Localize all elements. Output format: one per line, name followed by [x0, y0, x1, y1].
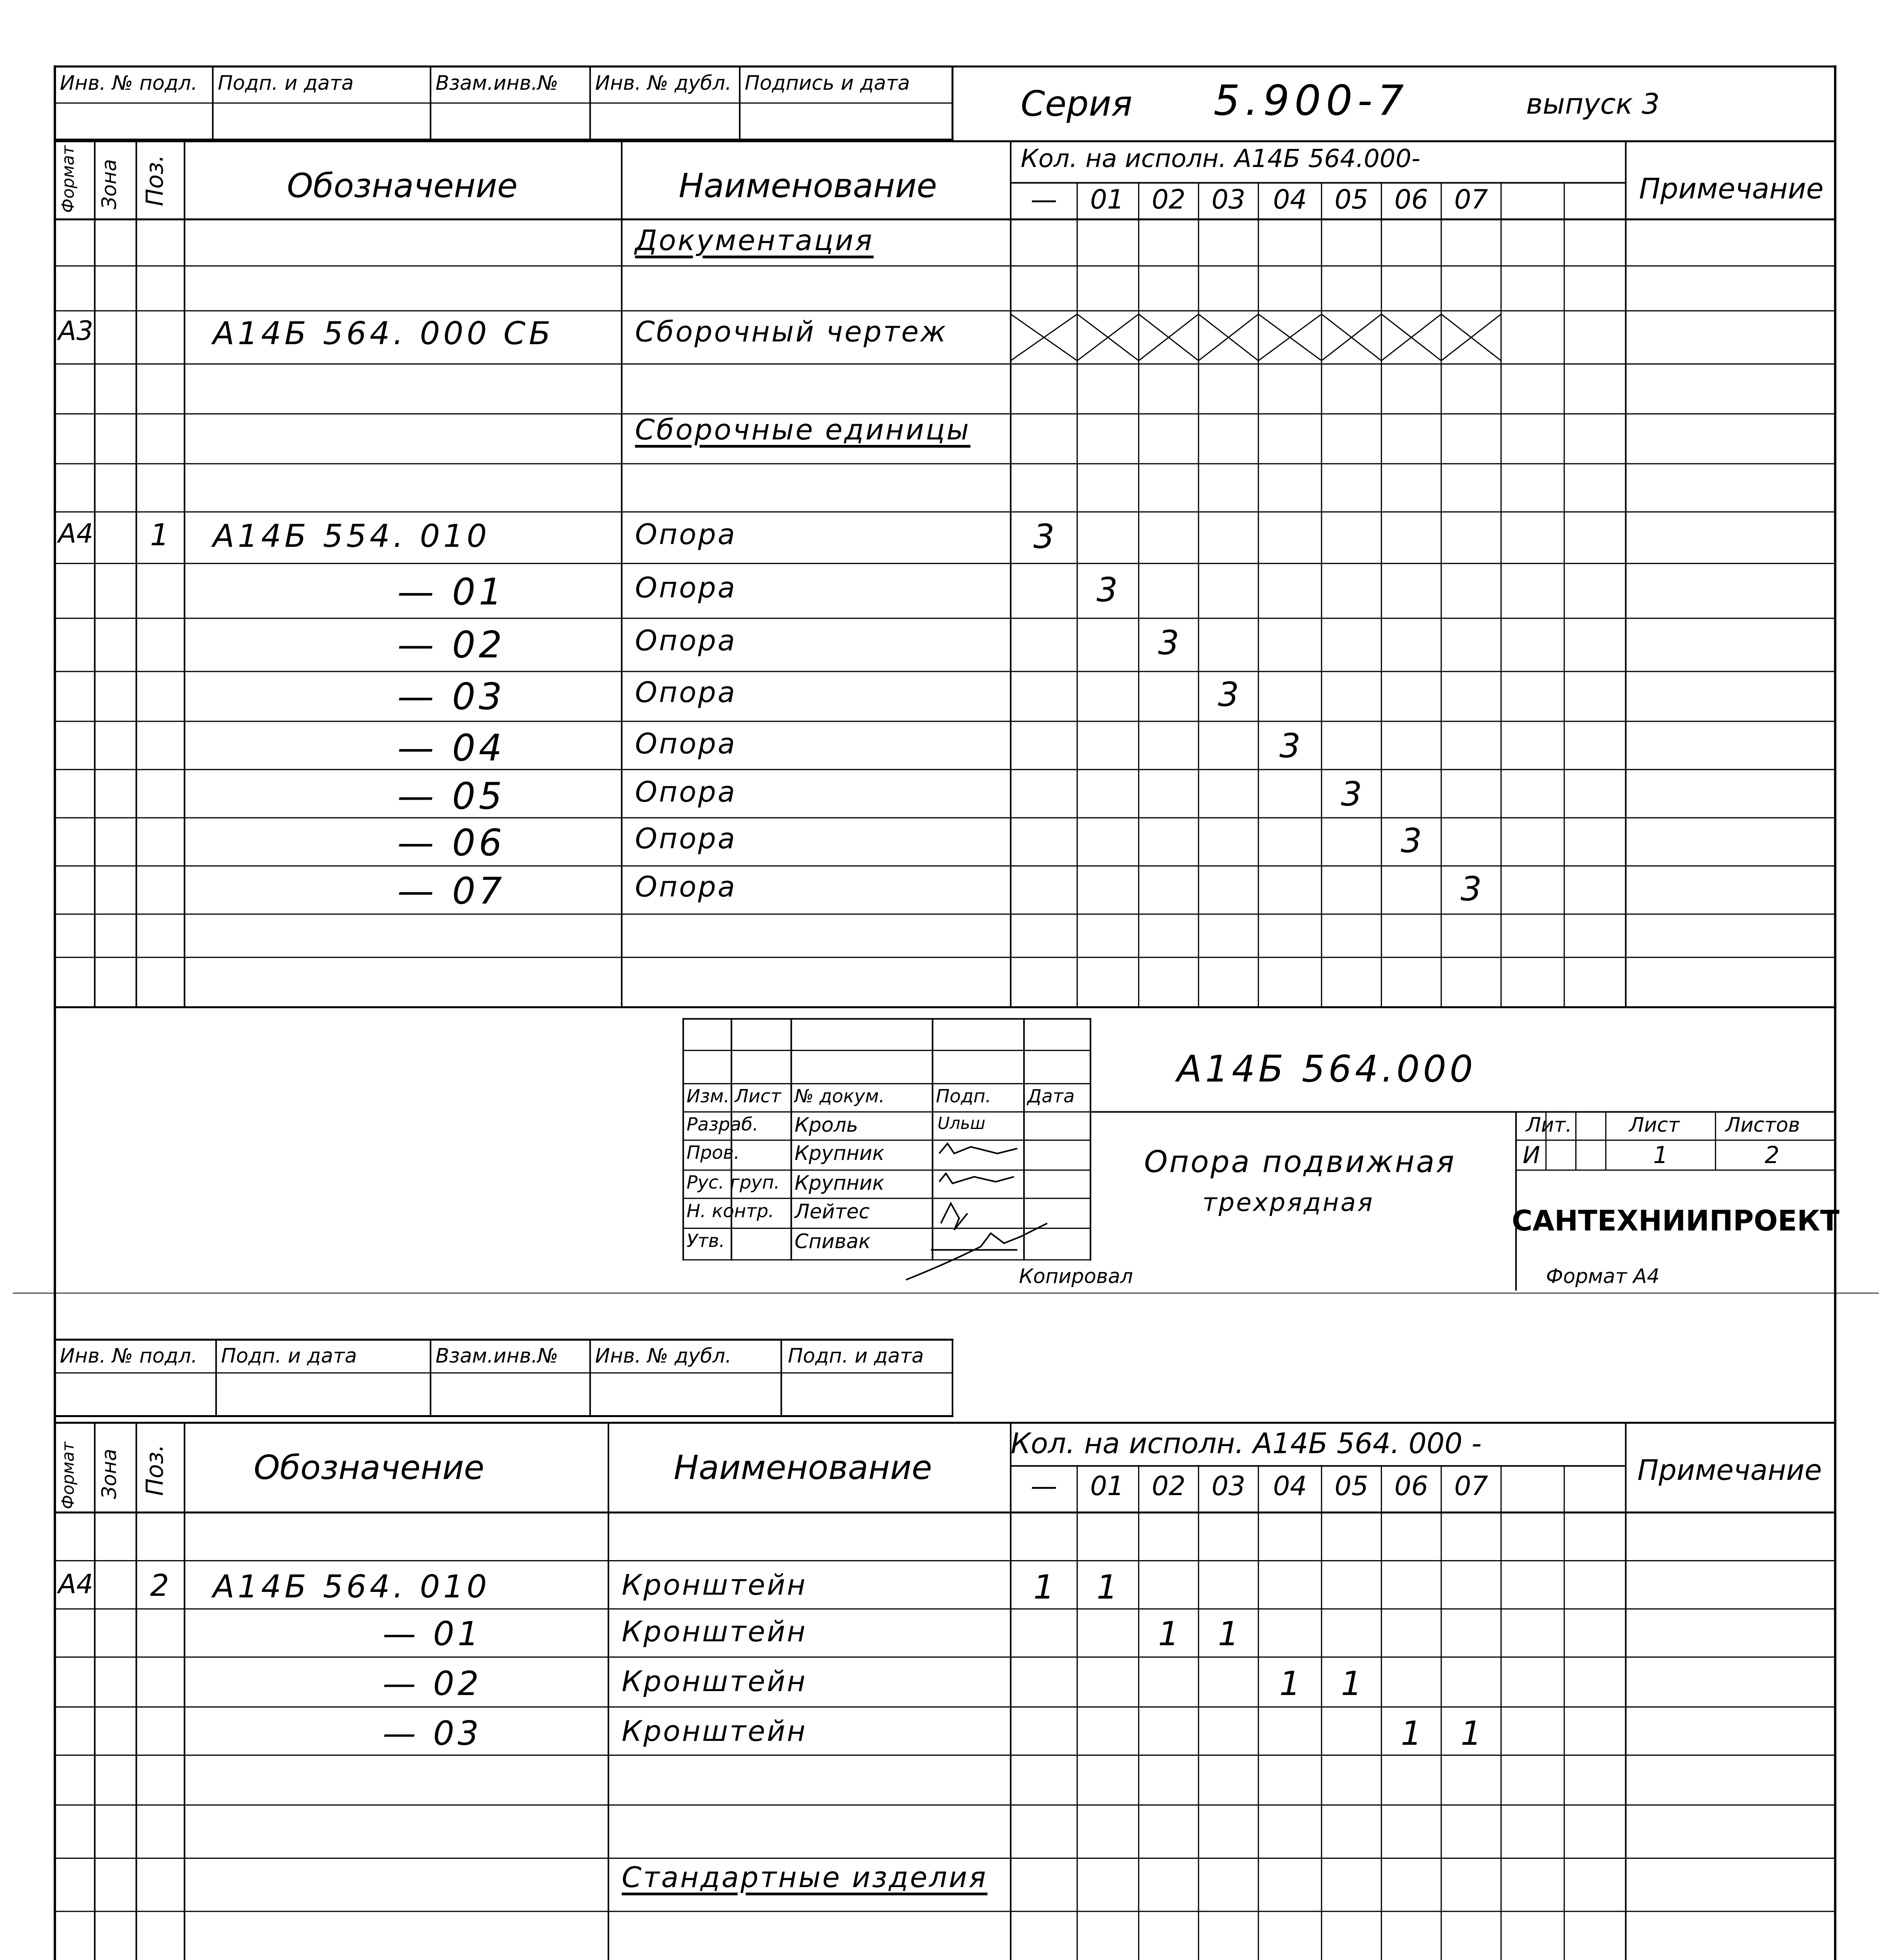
qty-cell: 1: [1341, 1664, 1362, 1703]
designation-cell: — 03: [397, 675, 505, 718]
pos-cell: 2: [150, 1568, 169, 1603]
header-name: Наименование: [679, 166, 937, 205]
stamp-sheet-label: Лист: [1629, 1113, 1680, 1137]
stamp-role: Н. контр.: [686, 1200, 774, 1221]
header-note: Примечание: [1637, 1454, 1822, 1487]
stamp-sheet-value: 1: [1653, 1142, 1668, 1169]
name-cell: Опора: [635, 675, 737, 709]
designation-cell: — 06: [397, 821, 505, 864]
perm-label: Подп. и дата: [221, 1344, 357, 1368]
variant-col-4: 04: [1273, 183, 1307, 215]
copied-label: Копировал: [1019, 1264, 1133, 1288]
name-cell: Опора: [635, 571, 737, 604]
perm-label: Инв. № дубл.: [595, 71, 732, 94]
stamp-role: Утв.: [686, 1230, 725, 1251]
stamp-sheets-value: 2: [1764, 1142, 1780, 1169]
header-designation: Обозначение: [254, 1448, 485, 1487]
stamp-lit-label: Лит.: [1526, 1113, 1572, 1137]
variant-col-2: 02: [1151, 183, 1186, 215]
stamp-role: Разраб.: [686, 1114, 759, 1135]
variant-col-7: 07: [1454, 183, 1488, 215]
designation-cell: — 03: [383, 1713, 482, 1753]
designation-cell: А14Б 564. 000 СБ: [212, 314, 554, 352]
variant-col-6: 06: [1394, 1470, 1428, 1501]
designation-cell: — 05: [397, 775, 505, 818]
perm-label: Взам.инв.№: [435, 71, 558, 94]
variant-col-3: 03: [1211, 183, 1246, 215]
perm-label: Инв. № дубл.: [595, 1344, 732, 1368]
header-pos: Поз.: [141, 1444, 168, 1496]
section-heading: Документация: [635, 223, 874, 257]
stamp-sheets-label: Листов: [1725, 1113, 1800, 1137]
name-cell: Кронштейн: [621, 1568, 807, 1601]
variant-col-3: 03: [1211, 1470, 1246, 1501]
variant-col-5: 05: [1334, 183, 1369, 215]
stamp-role: Рус. груп.: [686, 1172, 780, 1193]
variant-col-0: —: [1030, 183, 1057, 215]
designation-cell: — 02: [397, 623, 505, 666]
section-heading: Сборочные единицы: [635, 413, 971, 446]
stamp-title: Опора подвижная: [1144, 1144, 1456, 1179]
variant-col-1: 01: [1090, 183, 1124, 215]
format-cell: А4: [58, 518, 93, 549]
series-value: 5.900-7: [1213, 76, 1409, 125]
stamp-title-2: трехрядная: [1202, 1187, 1374, 1217]
designation-cell: — 07: [397, 869, 505, 912]
stamp-header: Дата: [1027, 1085, 1075, 1107]
qty-cell: 1: [1400, 1713, 1422, 1753]
qty-cell: 1: [1158, 1614, 1179, 1653]
signature-scribble: [939, 1173, 1014, 1183]
stamp-name: Крупник: [794, 1142, 884, 1165]
variant-col-5: 05: [1334, 1470, 1369, 1501]
variant-col-1: 01: [1090, 1470, 1124, 1501]
header-zone: Зона: [98, 159, 121, 210]
designation-cell: А14Б 564. 010: [212, 1568, 490, 1605]
qty-cell: 3: [1158, 623, 1179, 662]
stamp-header: № докум.: [794, 1085, 885, 1107]
stamp-role: Пров.: [686, 1142, 740, 1163]
header-name: Наименование: [674, 1448, 932, 1487]
stamp-doc-number: А14Б 564.000: [1177, 1047, 1476, 1090]
qty-cell: 3: [1341, 775, 1362, 814]
variant-col-4: 04: [1273, 1470, 1307, 1501]
stamp-name: Кроль: [794, 1113, 858, 1137]
designation-cell: — 04: [397, 726, 505, 769]
header-qty: Кол. на исполн. А14Б 564.000-: [1021, 144, 1420, 173]
name-cell: Кронштейн: [621, 1714, 807, 1748]
qty-cell: 3: [1279, 726, 1301, 766]
stamp-name: Спивак: [794, 1229, 871, 1253]
variant-col-2: 02: [1151, 1470, 1186, 1501]
qty-cell: 3: [1460, 869, 1482, 908]
name-cell: Опора: [635, 518, 737, 551]
perm-label: Подп. и дата: [218, 71, 354, 94]
name-cell: Кронштейн: [621, 1615, 807, 1648]
header-format: Формат: [58, 145, 78, 213]
series-label: Серия: [1021, 83, 1133, 124]
designation-cell: А14Б 554. 010: [212, 517, 490, 555]
qty-cell: 1: [1460, 1713, 1482, 1753]
stamp-name: Крупник: [794, 1171, 884, 1195]
perm-label: Инв. № подл.: [60, 1344, 198, 1368]
organization: САНТЕХНИИПРОЕКТ: [1512, 1204, 1840, 1238]
header-designation: Обозначение: [287, 166, 518, 205]
perm-label: Инв. № подл.: [60, 71, 198, 94]
header-note: Примечание: [1639, 172, 1824, 205]
name-cell: Опора: [635, 822, 737, 855]
qty-cell: 1: [1033, 1567, 1055, 1606]
name-cell: Опора: [635, 870, 737, 903]
qty-cell: 3: [1400, 821, 1422, 860]
perm-label: Подпись и дата: [745, 71, 910, 94]
qty-cell: 1: [1279, 1664, 1301, 1703]
perm-label: Подп. и дата: [788, 1344, 924, 1368]
format-cell: А3: [58, 315, 93, 346]
header-pos: Поз.: [141, 154, 168, 206]
signature-scribble: [939, 1143, 1017, 1153]
name-cell: Сборочный чертеж: [635, 315, 948, 348]
header-format: Формат: [58, 1441, 78, 1509]
designation-cell: — 01: [397, 570, 505, 613]
header-zone: Зона: [98, 1449, 121, 1499]
qty-cell: 3: [1096, 570, 1118, 609]
qty-cell: 1: [1218, 1614, 1239, 1653]
variant-col-0: —: [1030, 1470, 1057, 1501]
header-qty: Кол. на исполн. А14Б 564. 000 -: [1010, 1427, 1482, 1460]
name-cell: Опора: [635, 727, 737, 760]
designation-cell: — 02: [383, 1664, 482, 1703]
qty-cell: 3: [1218, 675, 1239, 714]
variant-col-6: 06: [1394, 183, 1428, 215]
perm-label: Взам.инв.№: [435, 1344, 558, 1368]
stamp-lit-value: И: [1522, 1142, 1540, 1169]
pos-cell: 1: [150, 517, 169, 553]
series-issue: выпуск 3: [1526, 87, 1660, 120]
name-cell: Опора: [635, 624, 737, 657]
stamp-header: Подп.: [936, 1085, 992, 1107]
stamp-name: Лейтес: [794, 1200, 870, 1223]
qty-cell: 1: [1096, 1567, 1118, 1606]
format-cell: А4: [58, 1568, 93, 1599]
section-heading: Стандартные изделия: [621, 1861, 988, 1894]
signature: Uльш: [937, 1114, 986, 1133]
stamp-header: Изм.: [686, 1085, 730, 1107]
name-cell: Опора: [635, 775, 737, 809]
qty-cell: 3: [1033, 517, 1055, 556]
variant-col-7: 07: [1454, 1470, 1488, 1501]
stamp-header: Лист: [735, 1085, 781, 1107]
designation-cell: — 01: [383, 1614, 482, 1653]
name-cell: Кронштейн: [621, 1664, 807, 1698]
signature-scribble: [941, 1203, 968, 1230]
format-label: Формат А4: [1546, 1264, 1660, 1288]
